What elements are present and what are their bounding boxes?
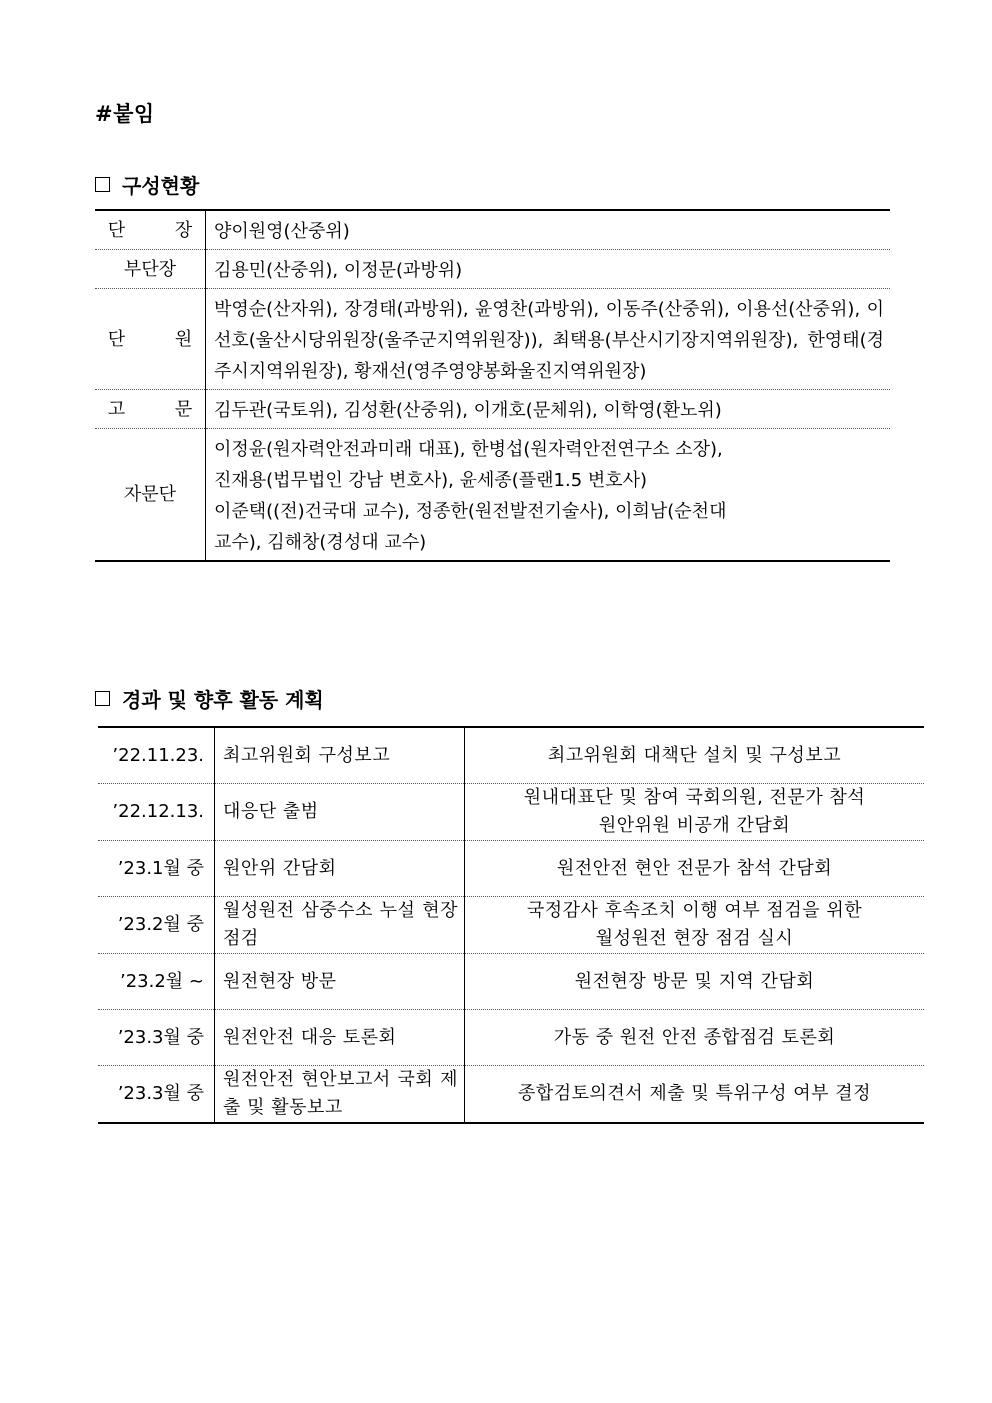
detail-cell: 종합검토의견서 제출 및 특위구성 여부 결정 — [465, 1066, 925, 1124]
checkbox-square-icon — [95, 177, 110, 192]
table-row — [98, 784, 924, 841]
role-label: 고 문 — [107, 398, 215, 420]
members-cell: 김두관(국토위), 김성환(산중위), 이개호(문체위), 이학영(환노위) — [206, 390, 891, 429]
task-cell: 최고위원회 구성보고 — [215, 727, 465, 784]
detail-cell: 가동 중 원전 안전 종합점검 토론회 — [465, 1010, 925, 1066]
table-row — [98, 1010, 924, 1066]
detail-cell — [465, 897, 925, 954]
detail-cell — [465, 784, 925, 841]
role-cell: 자문단 — [95, 429, 206, 562]
detail-line: 국정감사 후속조치 이행 여부 점검을 위한 — [526, 900, 863, 921]
section-heading-text: 경과 및 향후 활동 계획 — [122, 688, 324, 712]
table-row — [95, 289, 890, 390]
attachment-title: #붙임 — [95, 102, 155, 126]
role-label: 단 장 — [107, 219, 215, 241]
section-heading-composition — [95, 170, 199, 199]
detail-cell: 원전현장 방문 및 지역 간담회 — [465, 954, 925, 1010]
detail-line: 원안위원 비공개 간담회 — [598, 815, 791, 836]
members-line: 이준택((전)건국대 교수), 정종한(원전발전기술사), 이희남(순천대 — [214, 501, 727, 522]
task-cell: 원전현장 방문 — [215, 954, 465, 1010]
role-cell — [95, 390, 215, 429]
composition-table — [95, 209, 890, 562]
task-cell: 원전안전 대응 토론회 — [215, 1010, 465, 1066]
task-cell: 대응단 출범 — [215, 784, 465, 841]
task-cell: 월성원전 삼중수소 누설 현장점검 — [215, 897, 465, 954]
section-heading-plan — [95, 684, 324, 713]
detail-cell: 원전안전 현안 전문가 참석 간담회 — [465, 841, 925, 897]
table-row — [98, 727, 924, 784]
checkbox-square-icon — [95, 691, 110, 706]
members-line: 진재용(법무법인 강남 변호사), 윤세종(플랜1.5 변호사) — [214, 470, 648, 491]
table-row — [95, 210, 890, 250]
detail-line: 월성원전 현장 점검 실시 — [595, 928, 794, 949]
date-cell: ’22.12.13. — [98, 784, 215, 841]
role-cell: 부단장 — [95, 250, 206, 289]
table-row — [95, 390, 890, 429]
section-heading-text: 구성현황 — [122, 174, 200, 198]
date-cell: ’23.2월 중 — [98, 897, 215, 954]
task-cell: 원전안전 현안보고서 국회 제출 및 활동보고 — [215, 1066, 465, 1124]
date-cell: ’23.3월 중 — [98, 1010, 215, 1066]
members-cell: 박영순(산자위), 장경태(과방위), 윤영찬(과방위), 이동주(산중위), 이용선(산중위), 이선호(울산시당위원장(울주군지역위원장)), 최택용(부산시기장지역위원장), 한영태(경주시지역위원장), 황재선(영주영양봉화울진지역위원장) — [206, 289, 891, 390]
table-row — [95, 429, 890, 562]
role-cell — [95, 210, 215, 250]
table-row — [98, 1066, 924, 1124]
members-cell: 양이원영(산중위) — [214, 221, 350, 242]
date-cell: ’23.3월 중 — [98, 1066, 215, 1124]
members-line: 교수), 김해창(경성대 교수) — [214, 532, 427, 553]
table-row — [95, 250, 890, 289]
date-cell: ’23.1월 중 — [98, 841, 215, 897]
detail-cell: 최고위원회 대책단 설치 및 구성보고 — [547, 744, 842, 766]
members-cell — [206, 429, 891, 562]
table-row — [98, 897, 924, 954]
table-row — [98, 954, 924, 1010]
plan-table — [98, 726, 924, 1124]
table-row — [98, 841, 924, 897]
detail-line: 원내대표단 및 참여 국회의원, 전문가 참석 — [523, 787, 866, 808]
date-cell: ’22.11.23. — [98, 727, 215, 784]
role-cell — [95, 289, 215, 390]
members-line: 이정윤(원자력안전과미래 대표), 한병섭(원자력안전연구소 소장), — [214, 439, 723, 460]
members-cell: 김용민(산중위), 이정문(과방위) — [206, 250, 891, 289]
task-cell: 원안위 간담회 — [215, 841, 465, 897]
role-label: 단 원 — [107, 328, 215, 350]
date-cell: ’23.2월 ~ — [98, 954, 215, 1010]
